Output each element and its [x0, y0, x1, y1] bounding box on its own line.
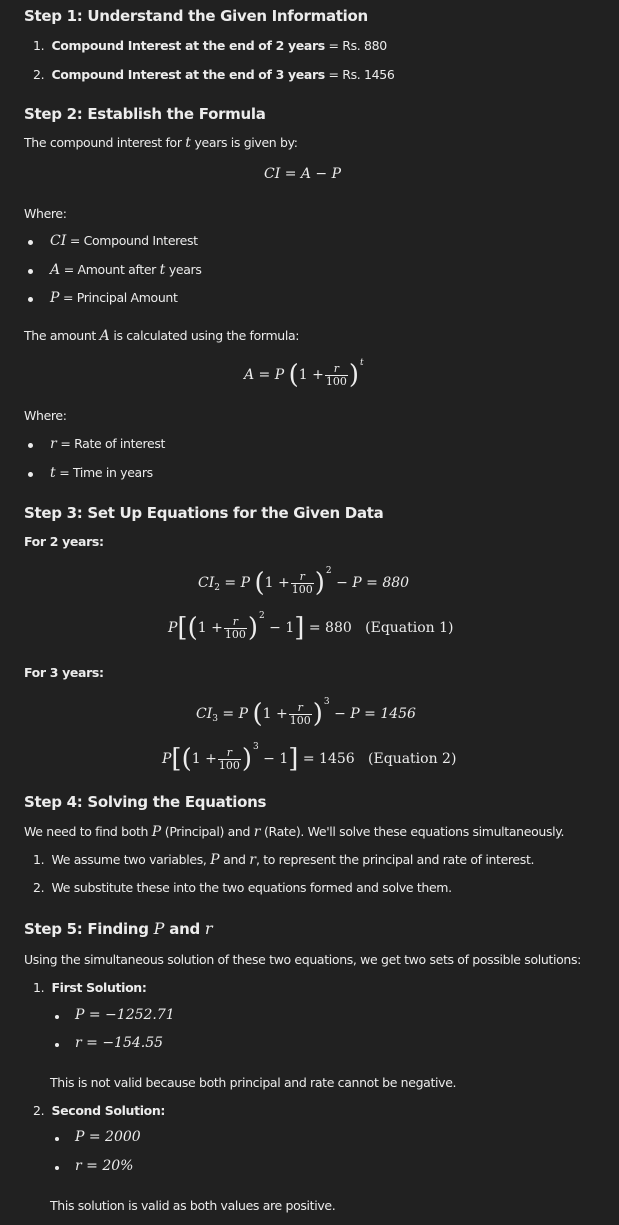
fraction: $\frac{r}{100}$ [289, 700, 311, 727]
amount-intro: The amount A is calculated using the formula: [24, 328, 300, 344]
def-a: A = Amount after t years [50, 262, 202, 278]
formula-ci: CI = A − P [264, 166, 342, 182]
fraction: $\frac{r}{100}$ [291, 569, 313, 596]
fraction: $\frac{r}{100}$ [224, 614, 246, 641]
fraction: $\frac{r}{100}$ [218, 745, 240, 772]
solution-2-note: This solution is valid as both values are positive. [50, 1198, 336, 1213]
solution-2-label: 2. Second Solution: [33, 1103, 166, 1118]
bullet [55, 1043, 59, 1047]
bullet [55, 1137, 59, 1141]
step4-heading: Step 4: Solving the Equations [24, 793, 267, 811]
equation-2: P[(1 + $\frac{r}{100}$ )$^3$ − 1] = 1456 (Equation 2) [162, 742, 457, 774]
def-r: r = Rate of interest [50, 436, 166, 452]
bullet [28, 297, 33, 302]
step2-heading: Step 2: Establish the Formula [24, 105, 266, 123]
math-t: t [185, 135, 191, 151]
solution-2-r: r = 20% [75, 1158, 134, 1174]
item-label: Compound Interest at the end of 2 years [51, 38, 325, 53]
equation-tag: (Equation 2) [368, 751, 457, 767]
def-ci: CI = Compound Interest [50, 233, 198, 249]
solution-2-p: P = 2000 [75, 1129, 141, 1145]
step5-intro: Using the simultaneous solution of these two equations, we get two sets of possible solutions: [24, 952, 581, 967]
list-number: 1. [33, 38, 45, 53]
solution-1-p: P = −1252.71 [75, 1007, 175, 1023]
where-label-2: Where: [24, 408, 67, 423]
bullet [28, 240, 33, 245]
where-label: Where: [24, 206, 67, 221]
step4-item-1: 1. We assume two variables, P and r, to represent the principal and rate of interest. [33, 852, 535, 868]
equation-ci2: $CI_2 = P$ (1 + $\frac{r}{100}$ )$^2$ − P = 880 [198, 566, 410, 598]
step3-heading: Step 3: Set Up Equations for the Given Data [24, 504, 384, 522]
bullet [28, 269, 33, 274]
for-2-years: For 2 years: [24, 534, 104, 549]
equation-tag: (Equation 1) [365, 620, 454, 636]
for-3-years: For 3 years: [24, 665, 104, 680]
formula-amount: A = P (1 + $\frac{r}{100}$ )$^t$ [244, 358, 364, 390]
step1-heading: Step 1: Understand the Given Information [24, 7, 368, 25]
step4-intro: We need to find both P (Principal) and r (Rate). We'll solve these equations simultaneously. [24, 824, 565, 840]
bullet [55, 1015, 59, 1019]
def-p: P = Principal Amount [50, 290, 178, 306]
step1-item-1 [33, 38, 387, 53]
solution-1-label: 1. First Solution: [33, 980, 147, 995]
fraction: $\frac{r}{100}$ [325, 361, 347, 388]
step4-item-2: 2. We substitute these into the two equations formed and solve them. [33, 880, 452, 895]
bullet [28, 443, 33, 448]
step2-intro: The compound interest for t years is given by: [24, 135, 298, 151]
bullet [28, 472, 33, 477]
list-number: 2. [33, 67, 45, 82]
item-value: = Rs. 880 [324, 38, 387, 53]
step1-item-2 [33, 67, 394, 82]
def-t: t = Time in years [50, 465, 153, 481]
equation-1: P[(1 + $\frac{r}{100}$ )$^2$ − 1] = 880 (Equation 1) [168, 611, 454, 643]
solution-1-note: This is not valid because both principal and rate cannot be negative. [50, 1075, 457, 1090]
equation-ci3: $CI_3 = P$ (1 + $\frac{r}{100}$ )$^3$ − P = 1456 [196, 697, 416, 729]
step5-heading: Step 5: Finding P and r [24, 919, 213, 938]
item-label: Compound Interest at the end of 3 years [51, 67, 325, 82]
bullet [55, 1166, 59, 1170]
solution-1-r: r = −154.55 [75, 1035, 164, 1051]
item-value: = Rs. 1456 [324, 67, 395, 82]
